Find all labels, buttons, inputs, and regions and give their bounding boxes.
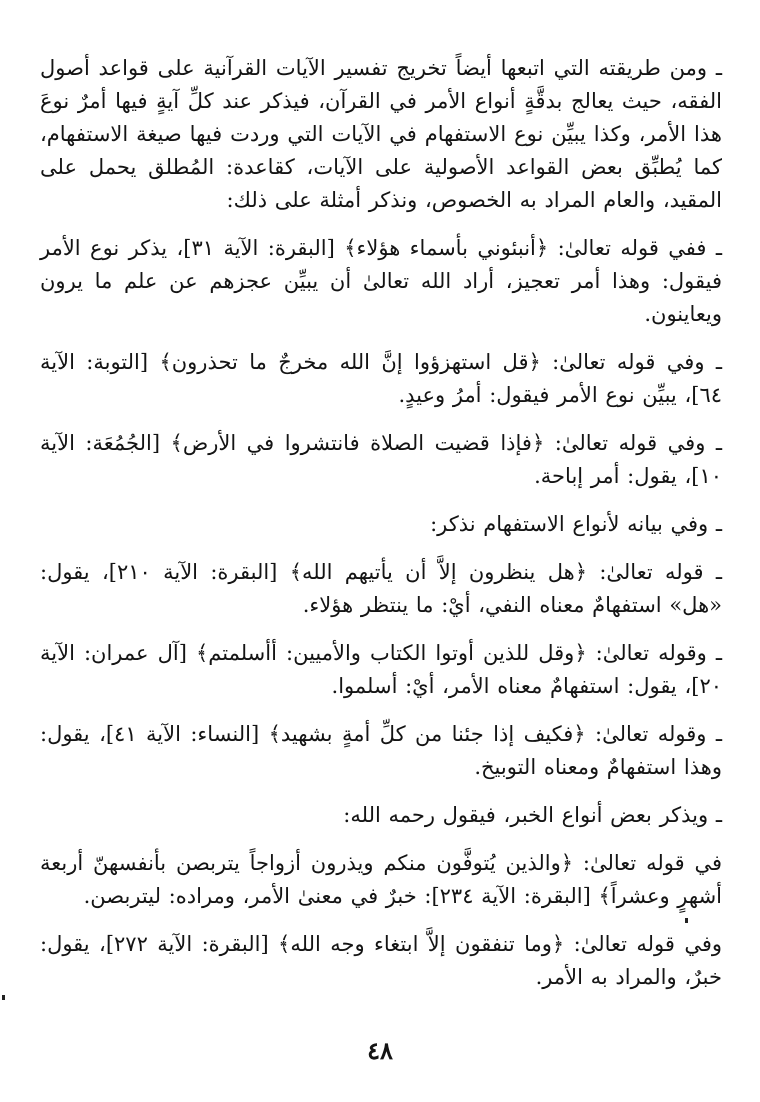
paragraph-question-nafy: ـ قوله تعالىٰ: ﴿هل ينظرون إلاَّ أن يأتيهم الله﴾ [البقرة: الآية ٢١٠]، يقول: «هل» استفهامٌ معناه النفي، أيْ: ما ينتظر هؤلاء. xyxy=(40,560,722,617)
paragraph-intro-questions: ـ وفي بيانه لأنواع الاستفهام نذكر: xyxy=(430,512,722,536)
scan-speck xyxy=(685,918,688,923)
page-number: ٤٨ xyxy=(367,1036,393,1065)
paragraph-khabar-infaq: وفي قوله تعالىٰ: ﴿وما تنفقون إلاَّ ابتغاء وجه الله﴾ [البقرة: الآية ٢٧٢]، يقول: خبرٌ، والمراد به الأمر. xyxy=(40,932,723,989)
paragraph-question-amr: ـ وقوله تعالىٰ: ﴿وقل للذين أوتوا الكتاب والأميين: أأسلمتم﴾ [آل عمران: الآية ٢٠]، يقول: استفهامٌ معناه الأمر، أيْ: أسلموا. xyxy=(40,641,722,698)
paragraph-question-tawbikh: ـ وقوله تعالىٰ: ﴿فكيف إذا جئنا من كلِّ أمةٍ بشهيد﴾ [النساء: الآية ٤١]، يقول: وهذا استفهامٌ ومعناه التوبيخ. xyxy=(40,722,723,779)
paragraph-example-ibaha: ـ وفي قوله تعالىٰ: ﴿فإذا قضيت الصلاة فانتشروا في الأرض﴾ [الجُمُعَة: الآية ١٠]، يقول: أمر إباحة. xyxy=(40,431,722,488)
paragraph-example-tajiz: ـ ففي قوله تعالىٰ: ﴿أنبئوني بأسماء هؤلاء﴾ [البقرة: الآية ٣١]، يذكر نوع الأمر فيقول: وهذا أمر تعجيز، أراد الله تعالىٰ أن يبيِّن عجزهم عن علم ما يرون ويعاينون. xyxy=(40,236,722,326)
paragraph-intro-khabar: ـ ويذكر بعض أنواع الخبر، فيقول رحمه الله: xyxy=(343,803,722,827)
paragraph-intro-commands: ـ ومن طريقته التي اتبعها أيضاً تخريج تفسير الآيات القرآنية على قواعد أصول الفقه، حيث يعالج بدقَّةٍ أنواع الأمر في القرآن، فيذكر عند كلِّ آيةٍ فيها أمرٌ نوعَ هذا الأمر، وكذا يبيِّن نوع الاستفهام في الآيات التي وردت فيها صيغة الاستفهام، كما يُطبِّق بعض القواعد الأصولية على الآيات، كقاعدة: المُطلق يحمل على المقيد، والعام المراد به الخصوص، ونذكر أمثلة على ذلك: xyxy=(40,56,722,212)
paragraph-example-waeed: ـ وفي قوله تعالىٰ: ﴿قل استهزؤوا إنَّ الله مخرجٌ ما تحذرون﴾ [التوبة: الآية ٦٤]، يبيِّن نوع الأمر فيقول: أمرُ وعيدٍ. xyxy=(40,350,722,407)
scan-speck xyxy=(2,995,5,1000)
paragraph-khabar-tarabbus: في قوله تعالىٰ: ﴿والذين يُتوفَّون منكم ويذرون أزواجاً يتربصن بأنفسهنّ أربعة أشهرٍ وعشراً﴾ [البقرة: الآية ٢٣٤]: خبرٌ في معنىٰ الأمر، ومراده: ليتربصن. xyxy=(40,851,722,908)
page-body xyxy=(40,52,722,1009)
